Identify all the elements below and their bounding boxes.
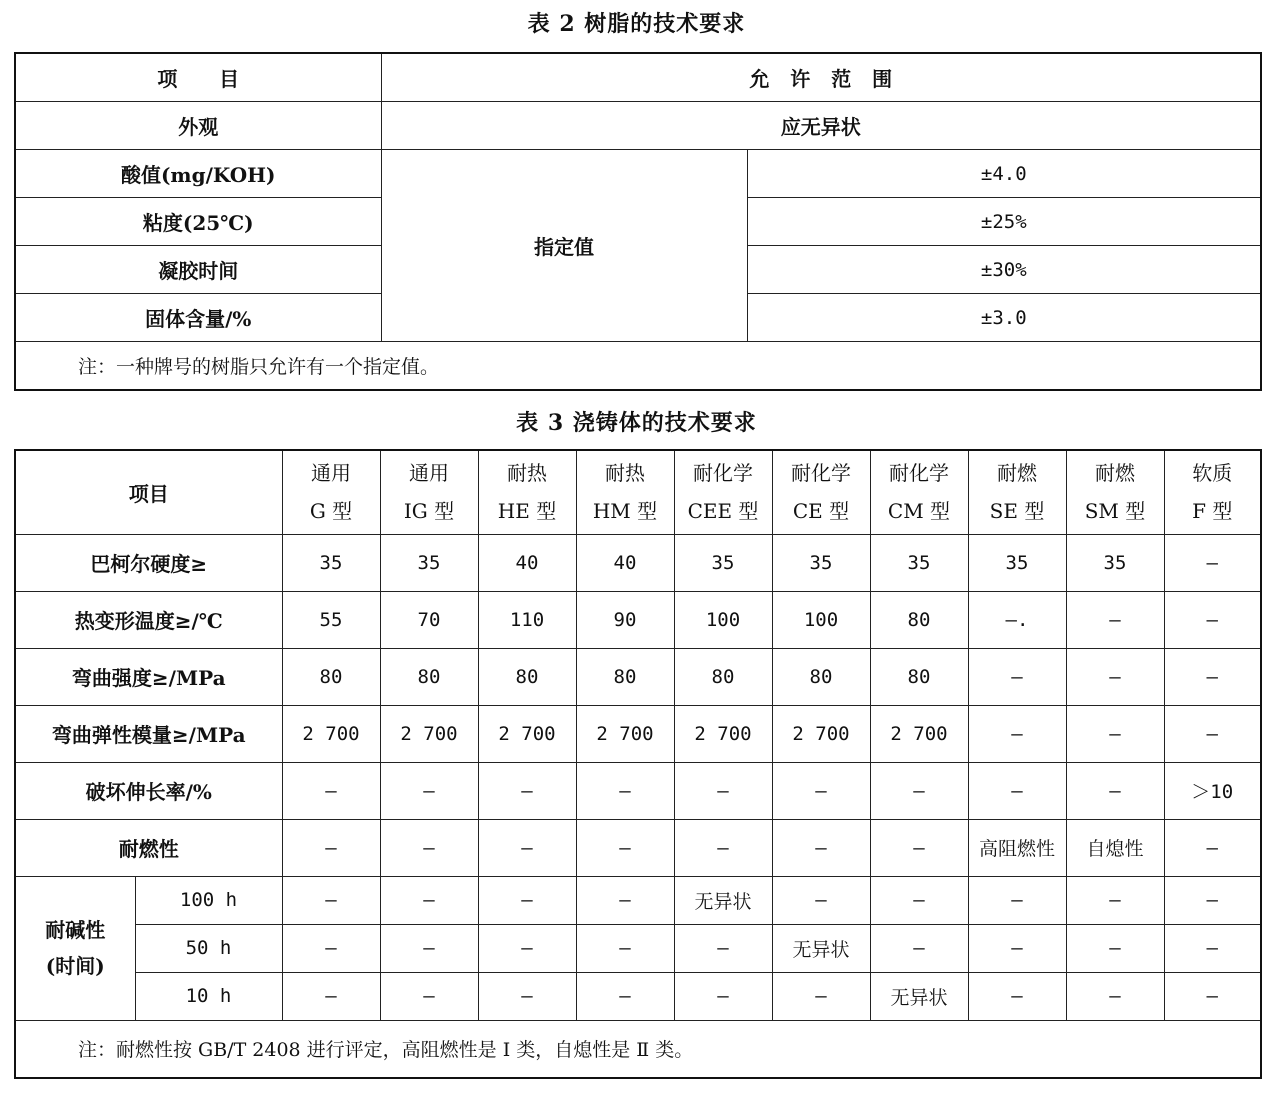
- table-row: [15, 762, 1261, 819]
- table-row: [15, 342, 1261, 391]
- property-value: 40: [576, 534, 674, 591]
- property-value: 35: [282, 534, 380, 591]
- header-range: 允 许 范 围: [381, 53, 1261, 102]
- table-row: [15, 150, 1261, 198]
- table-row: [15, 705, 1261, 762]
- column-category: 耐化学: [791, 461, 851, 486]
- alkali-value: —: [478, 924, 576, 972]
- table-row: [15, 1020, 1261, 1078]
- alkali-value: 无异状: [674, 876, 772, 924]
- property-value: 80: [282, 648, 380, 705]
- alkali-value: —: [576, 972, 674, 1020]
- column-type: SM 型: [1084, 499, 1146, 524]
- property-value: —: [968, 705, 1066, 762]
- property-value: 80: [380, 648, 478, 705]
- alkali-value: —: [282, 924, 380, 972]
- column-header: [1066, 450, 1164, 534]
- property-value: 110: [478, 591, 576, 648]
- property-value: 80: [870, 591, 968, 648]
- alkali-value: —: [968, 924, 1066, 972]
- property-value: 35: [968, 534, 1066, 591]
- alkali-value: —: [1164, 924, 1261, 972]
- table-row: [15, 972, 1261, 1020]
- property-value: —: [674, 762, 772, 819]
- property-value: —: [1164, 648, 1261, 705]
- table-header-row: [15, 450, 1261, 534]
- property-value: 2 700: [282, 705, 380, 762]
- alkali-value: —: [1066, 876, 1164, 924]
- property-value: —: [282, 762, 380, 819]
- property-value: 40: [478, 534, 576, 591]
- alkali-value: —: [478, 972, 576, 1020]
- property-value: —: [870, 762, 968, 819]
- column-type: HE 型: [497, 499, 557, 524]
- property-value: 90: [576, 591, 674, 648]
- property-value: —: [1066, 705, 1164, 762]
- table2-note: 注：一种牌号的树脂只允许有一个指定值。: [15, 342, 1261, 391]
- tolerance-value: ±30%: [747, 246, 1261, 294]
- alkali-value: —: [380, 924, 478, 972]
- alkali-value: —: [380, 972, 478, 1020]
- property-value: 2 700: [772, 705, 870, 762]
- property-value: —: [1066, 762, 1164, 819]
- property-value: 高阻燃性: [968, 819, 1066, 876]
- property-value: —: [1164, 819, 1261, 876]
- column-header: [772, 450, 870, 534]
- column-category: 耐热: [507, 461, 547, 486]
- alkali-value: —: [1164, 876, 1261, 924]
- property-value: 自熄性: [1066, 819, 1164, 876]
- property-value: 80: [870, 648, 968, 705]
- property-value: —: [478, 762, 576, 819]
- column-header: [870, 450, 968, 534]
- column-header: [282, 450, 380, 534]
- table3-caption: 表 3 浇铸体的技术要求: [516, 410, 757, 436]
- property-value: 35: [772, 534, 870, 591]
- column-category: 耐燃: [997, 461, 1037, 486]
- appearance-label: 外观: [15, 102, 381, 150]
- table2-caption: 表 2 树脂的技术要求: [527, 11, 746, 37]
- tolerance-value: ±4.0: [747, 150, 1261, 198]
- table-row: [15, 591, 1261, 648]
- alkali-resistance-label: [15, 876, 135, 1020]
- property-value: ＞10: [1164, 762, 1261, 819]
- alkali-time: 100 h: [135, 876, 282, 924]
- column-category: 软质: [1192, 461, 1233, 486]
- row-label: 固体含量/%: [15, 294, 381, 342]
- property-value: 80: [674, 648, 772, 705]
- column-type: CE 型: [792, 499, 850, 524]
- property-value: 2 700: [380, 705, 478, 762]
- column-type: CEE 型: [687, 499, 759, 524]
- alkali-value: —: [870, 924, 968, 972]
- column-type: SE 型: [989, 499, 1045, 524]
- property-value: —: [772, 819, 870, 876]
- column-type: G 型: [309, 499, 353, 524]
- column-header: [968, 450, 1066, 534]
- alkali-value: —: [576, 876, 674, 924]
- alkali-value: —: [674, 972, 772, 1020]
- property-value: 100: [674, 591, 772, 648]
- alkali-value: —: [282, 972, 380, 1020]
- alkali-value: —: [282, 876, 380, 924]
- column-category: 耐燃: [1095, 461, 1135, 486]
- property-label: 弯曲弹性模量≥/MPa: [15, 705, 282, 762]
- tolerance-value: ±25%: [747, 198, 1261, 246]
- property-value: —: [1164, 534, 1261, 591]
- property-value: —: [576, 762, 674, 819]
- property-label: 破坏伸长率/%: [15, 762, 282, 819]
- property-value: —: [674, 819, 772, 876]
- table-row: [15, 102, 1261, 150]
- alkali-value: —: [1066, 972, 1164, 1020]
- header-item: 项 目: [15, 53, 381, 102]
- header-item: 项目: [15, 450, 282, 534]
- property-value: 70: [380, 591, 478, 648]
- alkali-value: —: [772, 876, 870, 924]
- row-label: 酸值(mg/KOH): [15, 150, 381, 198]
- column-header: [576, 450, 674, 534]
- alkali-sublabel: (时间): [45, 954, 105, 978]
- property-label: 热变形温度≥/℃: [15, 591, 282, 648]
- row-label: 粘度(25℃): [15, 198, 381, 246]
- property-value: —: [1066, 591, 1164, 648]
- property-value: 2 700: [870, 705, 968, 762]
- alkali-value: 无异状: [870, 972, 968, 1020]
- property-label: 耐燃性: [15, 819, 282, 876]
- property-value: 35: [674, 534, 772, 591]
- column-header: [478, 450, 576, 534]
- property-value: —: [1164, 705, 1261, 762]
- property-value: 80: [478, 648, 576, 705]
- alkali-label: 耐碱性: [45, 918, 106, 942]
- spec-value-label: 指定值: [381, 150, 747, 342]
- column-type: CM 型: [887, 499, 951, 524]
- property-value: —: [772, 762, 870, 819]
- property-value: 35: [380, 534, 478, 591]
- property-value: —: [870, 819, 968, 876]
- property-value: —.: [968, 591, 1066, 648]
- alkali-time: 10 h: [135, 972, 282, 1020]
- column-type: F 型: [1192, 499, 1233, 524]
- row-label: 凝胶时间: [15, 246, 381, 294]
- property-label: 巴柯尔硬度≥: [15, 534, 282, 591]
- table-row: [15, 534, 1261, 591]
- alkali-value: —: [380, 876, 478, 924]
- table-row: [15, 924, 1261, 972]
- property-value: —: [1066, 648, 1164, 705]
- column-type: IG 型: [403, 499, 455, 524]
- property-value: —: [576, 819, 674, 876]
- property-value: 35: [870, 534, 968, 591]
- column-header: [1164, 450, 1261, 534]
- property-value: —: [380, 762, 478, 819]
- casting-requirements-table: [14, 449, 1262, 1079]
- property-value: —: [968, 762, 1066, 819]
- appearance-value: 应无异状: [381, 102, 1261, 150]
- alkali-value: —: [772, 972, 870, 1020]
- alkali-time: 50 h: [135, 924, 282, 972]
- table-row: [15, 648, 1261, 705]
- column-category: 通用: [409, 461, 449, 486]
- property-value: —: [380, 819, 478, 876]
- tolerance-value: ±3.0: [747, 294, 1261, 342]
- alkali-value: 无异状: [772, 924, 870, 972]
- alkali-value: —: [870, 876, 968, 924]
- property-value: 2 700: [674, 705, 772, 762]
- property-value: —: [968, 648, 1066, 705]
- column-category: 耐热: [605, 461, 645, 486]
- alkali-value: —: [674, 924, 772, 972]
- property-value: 35: [1066, 534, 1164, 591]
- column-header: [380, 450, 478, 534]
- column-header: [674, 450, 772, 534]
- property-value: 2 700: [478, 705, 576, 762]
- column-category: 通用: [311, 461, 351, 486]
- column-type: HM 型: [592, 499, 658, 524]
- property-label: 弯曲强度≥/MPa: [15, 648, 282, 705]
- alkali-value: —: [1066, 924, 1164, 972]
- alkali-value: —: [968, 876, 1066, 924]
- table-row: [15, 819, 1261, 876]
- alkali-value: —: [576, 924, 674, 972]
- alkali-value: —: [968, 972, 1066, 1020]
- alkali-value: —: [1164, 972, 1261, 1020]
- table-row: [15, 53, 1261, 102]
- table3-note: 注：耐燃性按 GB/T 2408 进行评定，高阻燃性是 Ⅰ 类，自熄性是 Ⅱ 类。: [15, 1020, 1261, 1078]
- property-value: —: [282, 819, 380, 876]
- table-row: [15, 876, 1261, 924]
- property-value: 55: [282, 591, 380, 648]
- property-value: —: [1164, 591, 1261, 648]
- alkali-value: —: [478, 876, 576, 924]
- property-value: 2 700: [576, 705, 674, 762]
- resin-requirements-table: [14, 52, 1262, 391]
- property-value: 80: [772, 648, 870, 705]
- column-category: 耐化学: [889, 461, 949, 486]
- column-category: 耐化学: [693, 461, 753, 486]
- property-value: 100: [772, 591, 870, 648]
- property-value: 80: [576, 648, 674, 705]
- property-value: —: [478, 819, 576, 876]
